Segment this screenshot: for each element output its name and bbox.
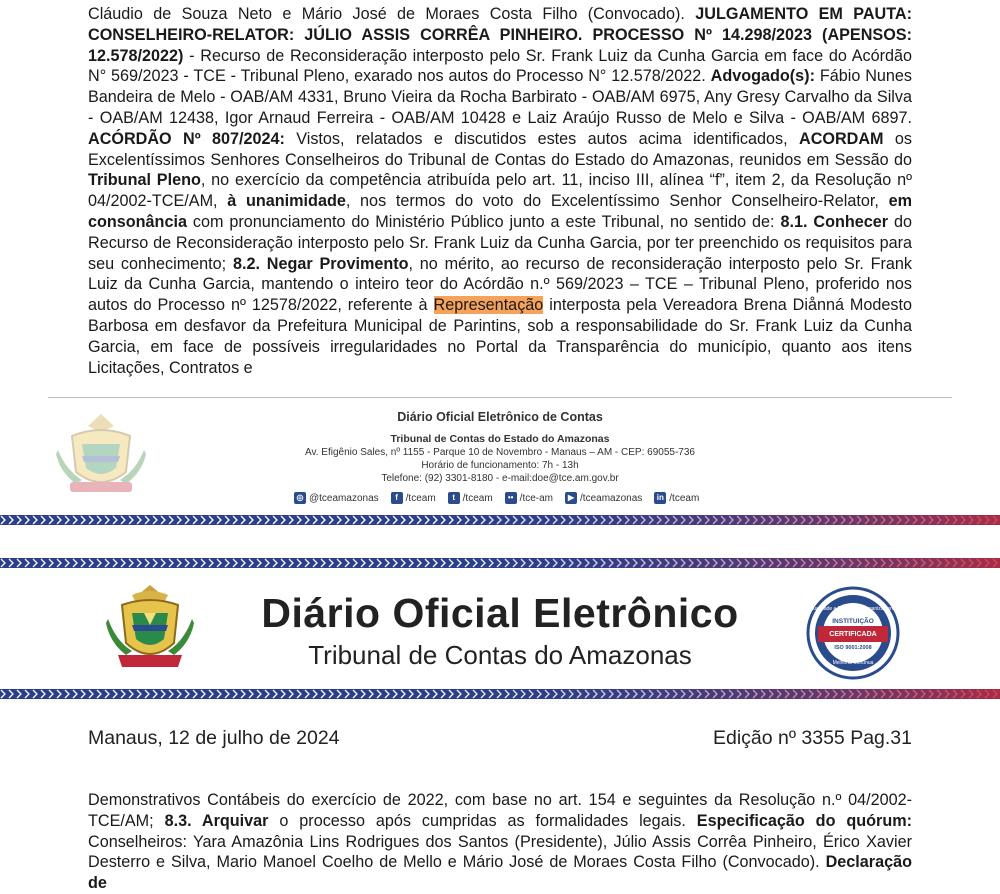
text-run: , no mérito, ao recurso de reconsideração interposto pelo Sr. Frank Luiz da Cunha Garcia, mantendo o inteiro teor do Acórdão n.º 569/2023 – TCE – Tribunal Pleno, proferido nos autos do Processo nº 12578/2022, referente à [88,254,912,315]
seal-text-top: Qualidade e Excelência Organizacional [809,606,897,612]
tce-coat-of-arms-icon [104,583,196,677]
iso-certification-seal-icon [806,586,900,680]
footer-organization: Tribunal de Contas do Estado do Amazonas [390,433,610,445]
bold-run: ACORDAM [799,129,884,148]
publication-title: Diário Oficial Eletrônico [261,590,739,636]
social-linkedin[interactable] [654,492,699,504]
bold-run: Tribunal Pleno [88,171,201,190]
text-run: o processo após cumpridas as formalidades legais. [268,811,697,830]
bold-run: à unanimidade [227,192,346,211]
social-label: @tceamazonas [309,492,379,504]
bold-run: ACÓRDÃO Nº 807/2024: [88,129,285,148]
text-run: os Excelentíssimos Senhores Conselheiros do Tribunal de Contas do Estado do Amazonas, reunidos em Sessão do [88,129,912,169]
social-label: /tceam [405,492,436,504]
flickr-icon: •• [505,492,517,504]
text-run: Vistos, relatados e discutidos estes autos acima identificados, [284,129,799,148]
text-run: do Recurso de Reconsideração interposto pelo Sr. Frank Luiz da Cunha Garcia, por ter preenchido os requisitos para seu conhecimento; [88,212,912,273]
footer-stripe [0,515,1000,525]
bold-run: Especificação do quórum: [696,811,913,830]
seal-text-bottom: Melhoria Contínua [832,660,874,666]
text-run: , no exercício da competência atribuída pelo art. 11, inciso III, alínea “f”, item 2, da Resolução nº 04/2002-TCE/AM, [88,171,912,211]
bold-run: 8.3. Arquivar [164,811,269,830]
seal-text-3: ISO 9001:2008 [834,645,872,651]
text-run: Cláudio de Souza Neto e Mário José de Moraes Costa Filho (Convocado). [88,5,696,23]
instagram-icon: ◎ [294,492,306,504]
header-stripe-bottom [0,689,1000,699]
social-label: /tceam [669,492,700,504]
footer-contact[interactable]: Telefone: (92) 3301-8180 - e-mail:doe@tce.am.gov.br [381,473,619,484]
youtube-icon: ▶ [565,492,577,504]
body-paragraph-bottom [88,790,912,894]
bold-run: Advogado(s): [710,67,815,86]
social-label: /tceamazonas [580,492,643,504]
bold-run: 8.2. Negar Provimento [232,254,409,273]
tce-coat-of-arms-icon [52,410,150,502]
header-stripe-top [0,558,1000,568]
social-instagram[interactable] [294,492,379,504]
seal-text-2: CERTIFICADA [829,631,877,638]
publication-subtitle: Tribunal de Contas do Amazonas [308,640,692,670]
footer-address: Av. Efigênio Sales, nº 1155 - Parque 10 de Novembro - Manaus – AM - CEP: 69055-736 [305,447,695,458]
text-run: - Recurso de Reconsideração interposto pelo Sr. Frank Luiz da Cunha Garcia em face do Acórdão N° 569/2023 - TCE - Tribunal Pleno, exarado nos autos do Processo N° 12.578/2022. [88,46,912,86]
edition-page: Edição nº 3355 Pag.31 [712,727,912,749]
text-run: com pronunciamento do Ministério Público junto a este Tribunal, no sentido de: [186,212,781,231]
text-run: Demonstrativos Contábeis do exercício de 2022, com base no art. 154 e seguintes da Resolução n.º 04/2002-TCE/AM; [88,791,912,830]
social-youtube[interactable] [565,492,642,504]
linkedin-icon: in [654,492,666,504]
text-run: interposta pela Vereadora Brena Diånná Modesto Barbosa em desfavor da Prefeitura Municipal de Parintins, sob a responsabilidade do Sr. Frank Luiz da Cunha Garcia, em face de possíveis irregularidades no Portal da Transparência do município, quanto aos itens Licitações, Contratos e [88,296,912,377]
text-run: Fábio Nunes Bandeira de Melo - OAB/AM 4331, Bruno Vieira da Rocha Barbirato - OAB/AM 6975, Any Gresy Carvalho da Silva - OAB/AM 12438, Igor Arnaud Ferreira - OAB/AM 10428 e Laiz Araújo Russo de Melo e Silva - OAB/AM 6897. [88,67,913,127]
footer-divider [48,397,952,398]
text-run: Conselheiros: Yara Amazônia Lins Rodrigues dos Santos (Presidente), Júlio Assis Corrêa Pinheiro, Érico Xavier Desterro e Silva, Mario Manoel Coelho de Mello e Mário José de Moraes Costa Filho (Convocado). [88,832,912,872]
footer-hours: Horário de funcionamento: 7h - 13h [421,460,579,471]
body-paragraph-top [88,4,912,378]
search-highlight[interactable]: Representação [433,296,544,315]
bold-run: JULGAMENTO EM PAUTA: CONSELHEIRO-RELATOR: JÚLIO ASSIS CORRÊA PINHEIRO. PROCESSO Nº 14.298/2023 (APENSOS: 12.578/2022) [88,5,912,65]
social-label: /tce-am [519,492,554,504]
social-flickr[interactable] [505,492,553,504]
publication-date: Manaus, 12 de julho de 2024 [88,727,340,749]
social-label: /tceam [462,492,493,504]
text-run: , nos termos do voto do Excelentíssimo Senhor Conselheiro-Relator, [345,192,889,211]
social-links [294,492,699,504]
facebook-icon: f [391,492,403,504]
twitter-icon: t [448,492,460,504]
bold-run: em consonância [88,192,912,231]
social-twitter[interactable] [448,492,493,504]
bold-run: Declaração de [88,853,912,893]
social-facebook[interactable] [391,492,436,504]
bold-run: 8.1. Conhecer [780,212,889,231]
footer-title: Diário Oficial Eletrônico de Contas [397,410,603,424]
seal-text-1: INSTITUIÇÃO [832,618,874,625]
